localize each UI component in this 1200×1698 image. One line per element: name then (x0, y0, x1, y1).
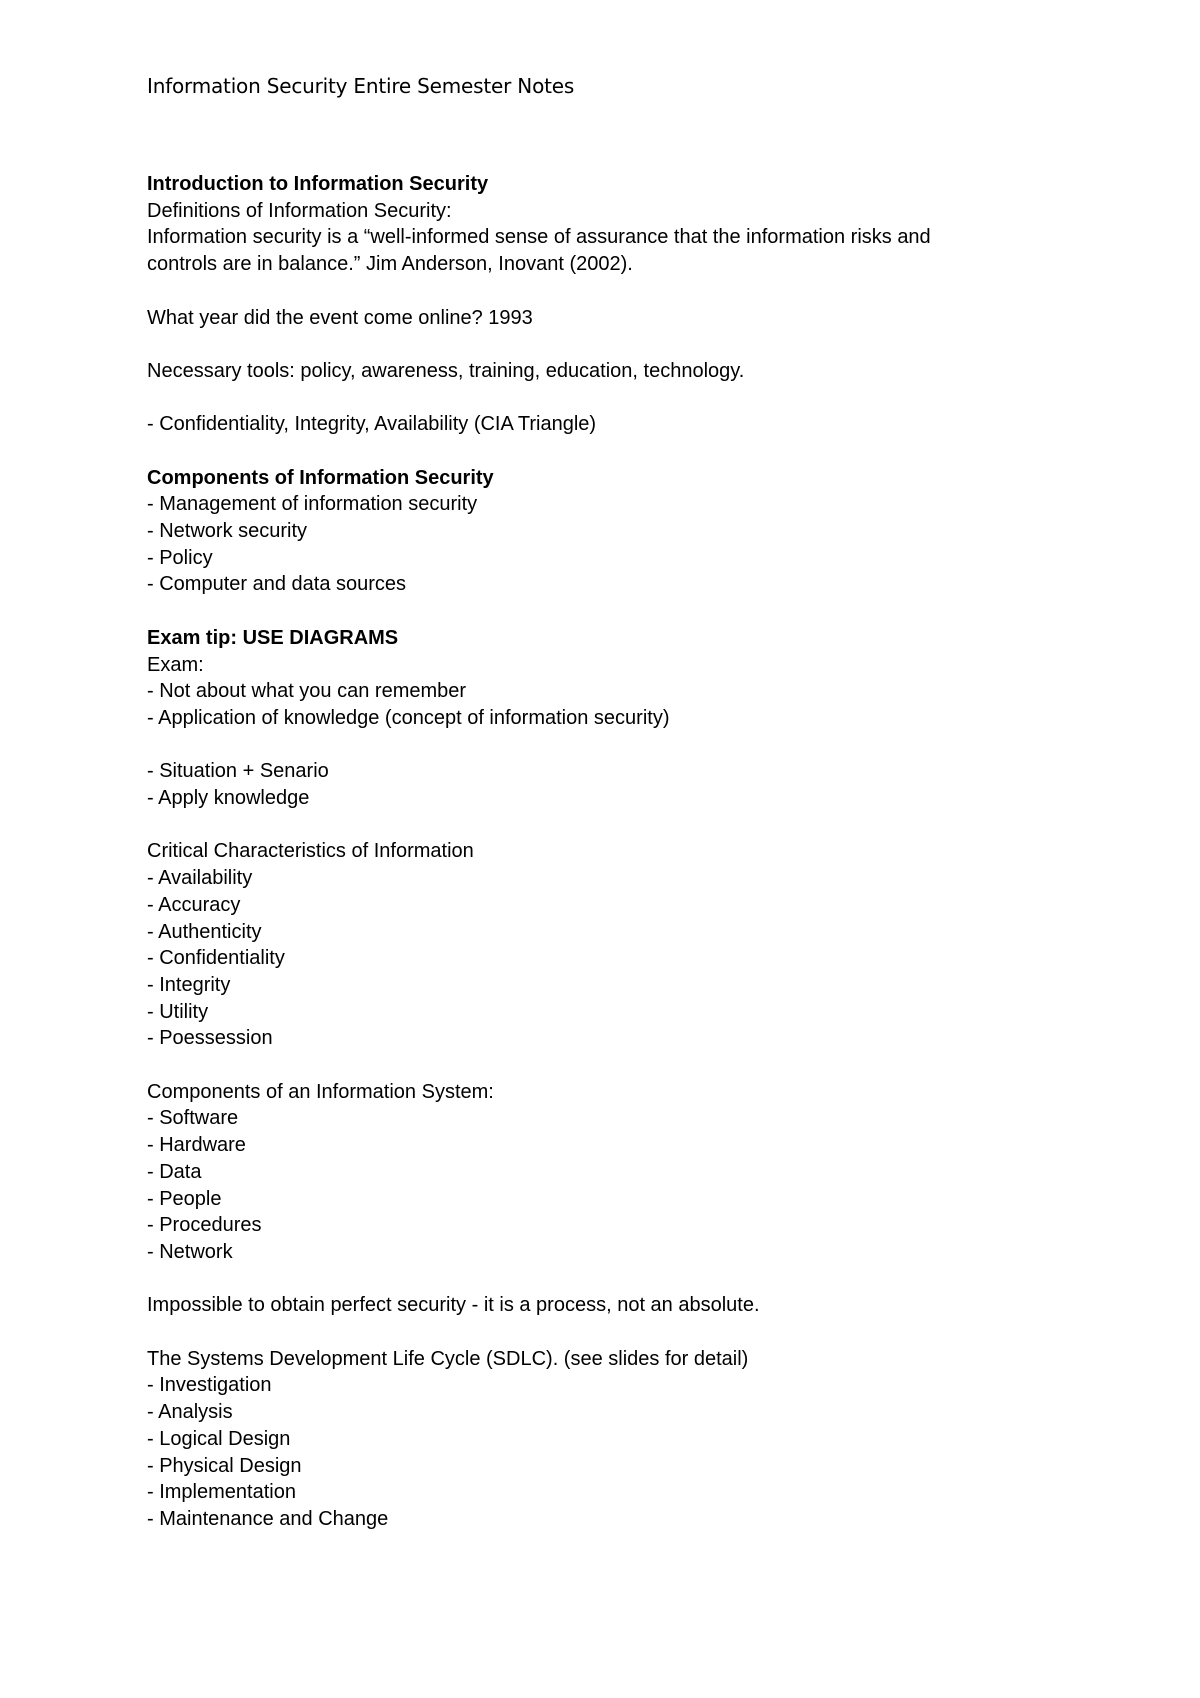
question-line: What year did the event come online? 1993 (147, 306, 533, 329)
list-item: - Situation + Senario (147, 760, 329, 783)
list-item: - Confidentiality (147, 947, 285, 970)
list-item: - Physical Design (147, 1454, 302, 1477)
list-item: - Application of knowledge (concept of information security) (147, 706, 670, 729)
list-item: - Logical Design (147, 1427, 291, 1450)
list-item: - Data (147, 1160, 202, 1183)
definition-line: Information security is a “well-informed sense of assurance that the information risks and (147, 226, 931, 249)
sdlc-heading: The Systems Development Life Cycle (SDLC). (see slides for detail) (147, 1347, 749, 1370)
list-item: - People (147, 1187, 222, 1210)
exam-label: Exam: (147, 653, 204, 676)
definitions-label: Definitions of Information Security: (147, 199, 452, 222)
perfect-security-line: Impossible to obtain perfect security - it is a process, not an absolute. (147, 1294, 760, 1317)
document-body (147, 171, 1077, 1533)
list-item: - Accuracy (147, 893, 241, 916)
exam-tip-heading: Exam tip: USE DIAGRAMS (147, 626, 399, 649)
list-item: - Availability (147, 867, 253, 890)
list-item: - Apply knowledge (147, 787, 310, 810)
critical-characteristics-heading: Critical Characteristics of Information (147, 840, 474, 863)
list-item: - Management of information security (147, 493, 478, 516)
spacer (147, 385, 1077, 412)
definition-line: controls are in balance.” Jim Anderson, Inovant (2002). (147, 253, 633, 276)
list-item: - Software (147, 1107, 239, 1130)
list-item: - Integrity (147, 973, 231, 996)
spacer (147, 1319, 1077, 1346)
spacer (147, 1266, 1077, 1293)
list-item: - Network (147, 1241, 233, 1263)
list-item: - Poessession (147, 1027, 273, 1050)
list-item: - Network security (147, 520, 308, 543)
list-item: - Computer and data sources (147, 573, 407, 596)
cia-line: - Confidentiality, Integrity, Availability (CIA Triangle) (147, 413, 597, 436)
intro-heading: Introduction to Information Security (147, 173, 489, 195)
list-item: - Policy (147, 546, 213, 569)
list-item: - Maintenance and Change (147, 1508, 389, 1530)
list-item: - Utility (147, 1000, 209, 1023)
list-item: - Investigation (147, 1374, 272, 1397)
list-item: - Authenticity (147, 920, 262, 943)
tools-line: Necessary tools: policy, awareness, training, education, technology. (147, 359, 745, 382)
list-item: - Analysis (147, 1401, 233, 1424)
spacer (147, 812, 1077, 839)
spacer (147, 438, 1077, 465)
list-item: - Not about what you can remember (147, 680, 467, 703)
components-system-heading: Components of an Information System: (147, 1080, 494, 1103)
list-item: - Implementation (147, 1481, 296, 1504)
document-title: Information Security Entire Semester Notes (147, 74, 575, 98)
components-security-heading: Components of Information Security (147, 466, 494, 489)
spacer (147, 598, 1077, 625)
list-item: - Procedures (147, 1214, 262, 1237)
spacer (147, 278, 1077, 305)
spacer (147, 732, 1077, 759)
spacer (147, 1052, 1077, 1079)
list-item: - Hardware (147, 1134, 246, 1157)
spacer (147, 331, 1077, 358)
